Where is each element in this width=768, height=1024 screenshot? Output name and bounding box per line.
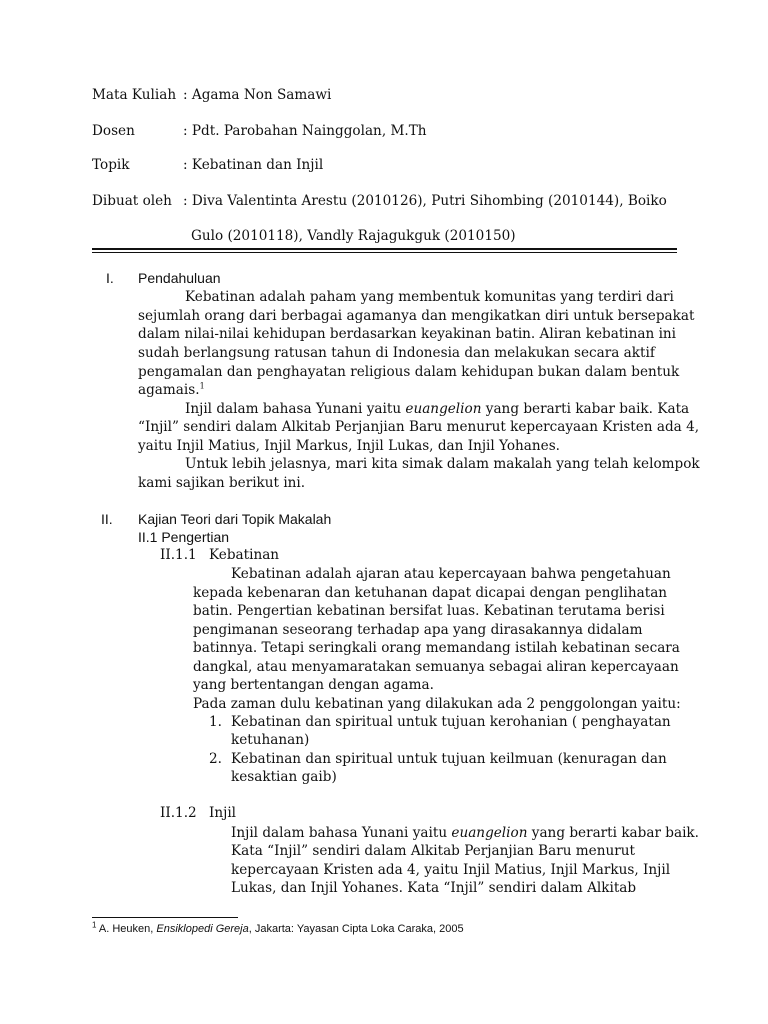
list-item-2-number: 2. [209, 751, 222, 767]
header-divider-thin [92, 252, 677, 253]
section1-p1-line6 [138, 381, 205, 400]
dosen-label: Dosen [92, 123, 135, 139]
section2-numeral: II. [101, 511, 113, 527]
section1-p2-post: yang berarti kabar baik. Kata [481, 401, 690, 417]
injil-number: II.1.2 [160, 805, 197, 821]
section1-p2-line2: “Injil” sendiri dalam Alkitab Perjanjian Baru menurut kepercayaan Kristen ada 4, [138, 419, 700, 435]
section1-numeral: I. [106, 270, 114, 286]
kebatinan-line2: kepada kebenaran dan ketuhanan dapat dicapai dengan penglihatan [193, 585, 668, 601]
list-item-1-line1: Kebatinan dan spiritual untuk tujuan kerohanian ( penghayatan [231, 714, 671, 730]
kebatinan-line5: batinnya. Tetapi seringkali orang memandang istilah kebatinan secara [193, 640, 680, 656]
section1-p1-line5: pengamalan dan penghayatan religious dalam kehidupan bukan dalam bentuk [138, 364, 680, 380]
dibuat-oleh-label: Dibuat oleh [92, 193, 172, 209]
topik-label: Topik [92, 157, 130, 173]
injil-line4: Lukas, dan Injil Yohanes. Kata “Injil” sendiri dalam Alkitab [231, 880, 637, 896]
footnote-number: 1 [92, 920, 97, 930]
injil-title: Injil [209, 805, 237, 821]
mata-kuliah-value: : Agama Non Samawi [183, 87, 332, 103]
list-item-2-line2: kesaktian gaib) [231, 769, 337, 785]
injil-line1-italic: euangelion [451, 825, 528, 841]
dosen-value: : Pdt. Parobahan Nainggolan, M.Th [183, 123, 427, 139]
section1-p2-italic: euangelion [405, 401, 482, 417]
injil-line2: Kata “Injil” sendiri dalam Alkitab Perjanjian Baru menurut [231, 843, 635, 859]
section1-title: Pendahuluan [138, 270, 221, 286]
section1-p2-pre: Injil dalam bahasa Yunani yaitu [185, 401, 406, 417]
footnote-post: , Jakarta: Yayasan Cipta Loka Caraka, 2005 [248, 923, 464, 935]
kebatinan-line4: pengimanan seseorang terhadap apa yang dirasakannya didalam [193, 622, 643, 638]
section1-p1-line2: sejumlah orang dari berbagai agamanya dan mengikatkan diri untuk bersepakat [138, 308, 695, 324]
section1-p1-line4: sudah berlangsung ratusan tahun di Indonesia dan melakukan secara aktif [138, 345, 655, 361]
header-divider-thick [92, 248, 677, 250]
section1-p1-line3: dalam nilai-nilai kehidupan berdasarkan keyakinan batin. Aliran kebatinan ini [138, 326, 677, 342]
section1-p1-line1: Kebatinan adalah paham yang membentuk komunitas yang terdiri dari [185, 289, 674, 305]
topik-value: : Kebatinan dan Injil [183, 157, 324, 173]
footnote-italic: Ensiklopedi Gereja [156, 923, 249, 935]
section1-p2-line3: yaitu Injil Matius, Injil Markus, Injil Lukas, dan Injil Yohanes. [138, 438, 560, 454]
kebatinan-line8: Pada zaman dulu kebatinan yang dilakukan ada 2 penggolongan yaitu: [193, 696, 681, 712]
kebatinan-line3: batin. Pengertian kebatinan bersifat luas. Kebatinan terutama berisi [193, 603, 665, 619]
section2-sub1-title: II.1 Pengertian [138, 529, 230, 545]
list-item-1-line2: ketuhanan) [231, 732, 310, 748]
section1-p3-line2: kami sajikan berikut ini. [138, 475, 306, 491]
injil-line3: kepercayaan Kristen ada 4, yaitu Injil Matius, Injil Markus, Injil [231, 862, 671, 878]
list-item-2-line1: Kebatinan dan spiritual untuk tujuan keilmuan (kenuragan dan [231, 751, 667, 767]
section2-title: Kajian Teori dari Topik Makalah [138, 511, 332, 527]
injil-line1 [231, 824, 699, 843]
kebatinan-line1: Kebatinan adalah ajaran atau kepercayaan bahwa pengetahuan [231, 566, 671, 582]
kebatinan-line7: yang bertentangan dengan agama. [193, 677, 434, 693]
injil-line1-post: yang berarti kabar baik. [527, 825, 699, 841]
kebatinan-title: Kebatinan [209, 547, 280, 563]
kebatinan-number: II.1.1 [160, 547, 197, 563]
section1-p2-line1 [185, 400, 689, 419]
list-item-1-number: 1. [209, 714, 222, 730]
mata-kuliah-label: Mata Kuliah [92, 87, 177, 103]
footnote-divider [92, 917, 238, 918]
injil-line1-pre: Injil dalam bahasa Yunani yaitu [231, 825, 452, 841]
dibuat-oleh-value-line1: : Diva Valentinta Arestu (2010126), Putri Sihombing (2010144), Boiko [183, 193, 667, 209]
dibuat-oleh-value-line2: Gulo (2010118), Vandly Rajagukguk (2010150) [191, 228, 516, 244]
section1-p3-line1: Untuk lebih jelasnya, mari kita simak dalam makalah yang telah kelompok [185, 456, 700, 472]
section1-p1-line6-text: agamais. [138, 382, 200, 398]
footnote-pre: A. Heuken, [96, 923, 157, 935]
kebatinan-line6: dangkal, atau menyamaratakan semuanya sebagai aliran kepercayaan [193, 659, 679, 675]
footnote-ref: 1 [199, 381, 205, 391]
footnote [92, 920, 464, 935]
